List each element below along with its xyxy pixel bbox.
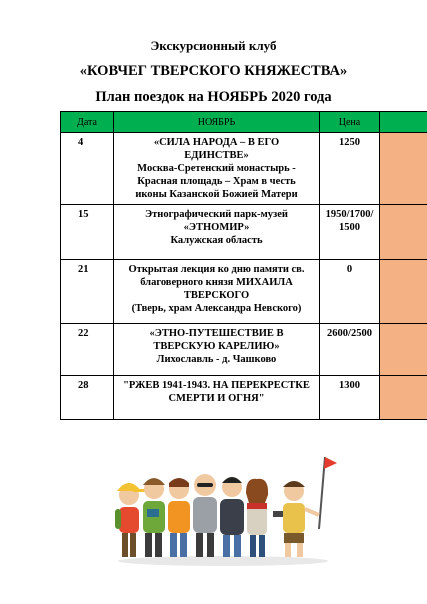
trip-line: "РЖЕВ 1941-1943. НА ПЕРЕКРЕСТКЕ [123, 380, 310, 391]
trip-line: ЕДИНСТВЕ» [184, 150, 249, 161]
trip-date: 22 [61, 324, 114, 376]
trip-price [320, 260, 380, 324]
trip-date: 15 [61, 205, 114, 260]
column-header-price: Цена [320, 112, 380, 133]
trip-line: благоверного князя МИХАИЛА [140, 277, 293, 288]
price-line: 1300 [339, 380, 360, 391]
trip-price [320, 324, 380, 376]
table-row [61, 324, 427, 376]
trip-description [114, 133, 320, 205]
side-cell [380, 324, 427, 376]
trip-line: «ЭТНОМИР» [183, 222, 250, 233]
trip-line: СМЕРТИ И ОГНЯ" [168, 393, 265, 404]
price-line: 0 [346, 264, 353, 275]
tourist-figure [246, 479, 268, 557]
trip-line: Калужская область [170, 235, 263, 246]
column-header-month: НОЯБРЬ [114, 112, 320, 133]
trip-line: (Тверь, храм Александра Невского) [131, 303, 302, 314]
table-row [61, 376, 427, 420]
club-subtitle: Экскурсионный клуб [150, 38, 277, 53]
tourist-figure [143, 478, 165, 557]
price-line: 1250 [339, 137, 360, 148]
table-header-row [61, 112, 427, 133]
trip-price [320, 205, 380, 260]
side-cell [380, 133, 427, 205]
side-cell [380, 205, 427, 260]
table-row [61, 133, 427, 205]
tourist-figure [193, 474, 217, 557]
trip-line: Лихославль - д. Чашково [156, 354, 277, 365]
trip-line: иконы Казанской Божией Матери [135, 189, 298, 200]
trip-line: ТВЕРСКОГО [183, 290, 250, 301]
tourist-guide-figure [273, 457, 337, 557]
tourist-figure [168, 478, 190, 557]
column-header-date: Дата [61, 112, 114, 133]
trip-line: «ЭТНО-ПУТЕШЕСТВИЕ В [149, 328, 284, 339]
trip-description [114, 324, 320, 376]
trip-description [114, 376, 320, 420]
column-header-extra [380, 112, 427, 133]
trip-date: 28 [61, 376, 114, 420]
trip-date: 4 [61, 133, 114, 205]
trip-line: Этнографический парк-музей [145, 209, 288, 220]
trip-line: ТВЕРСКУЮ КАРЕЛИЮ» [153, 341, 280, 352]
price-line: 2600/2500 [327, 328, 372, 339]
trip-date: 21 [61, 260, 114, 324]
table-row [61, 260, 427, 324]
trip-line: Открытая лекция ко дню памяти св. [128, 264, 305, 275]
side-cell [380, 260, 427, 324]
plan-title: План поездок на НОЯБРЬ 2020 года [95, 89, 332, 105]
club-name: «КОВЧЕГ ТВЕРСКОГО КНЯЖЕСТВА» [79, 63, 348, 79]
price-line: 1950/1700/ [325, 209, 374, 220]
trip-description [114, 260, 320, 324]
price-line: 1500 [339, 222, 360, 233]
trip-line: Красная площадь – Храм в честь [137, 176, 296, 187]
trip-line: Москва-Сретенский монастырь - [137, 163, 296, 174]
tourist-figure [115, 483, 145, 557]
tourist-figure [220, 477, 244, 557]
trip-description [114, 205, 320, 260]
tourists-illustration [113, 449, 339, 569]
schedule-table [60, 111, 427, 420]
side-cell [380, 376, 427, 420]
trip-price [320, 376, 380, 420]
table-row [61, 205, 427, 260]
trip-price [320, 133, 380, 205]
trip-line: «СИЛА НАРОДА – В ЕГО [153, 137, 280, 148]
